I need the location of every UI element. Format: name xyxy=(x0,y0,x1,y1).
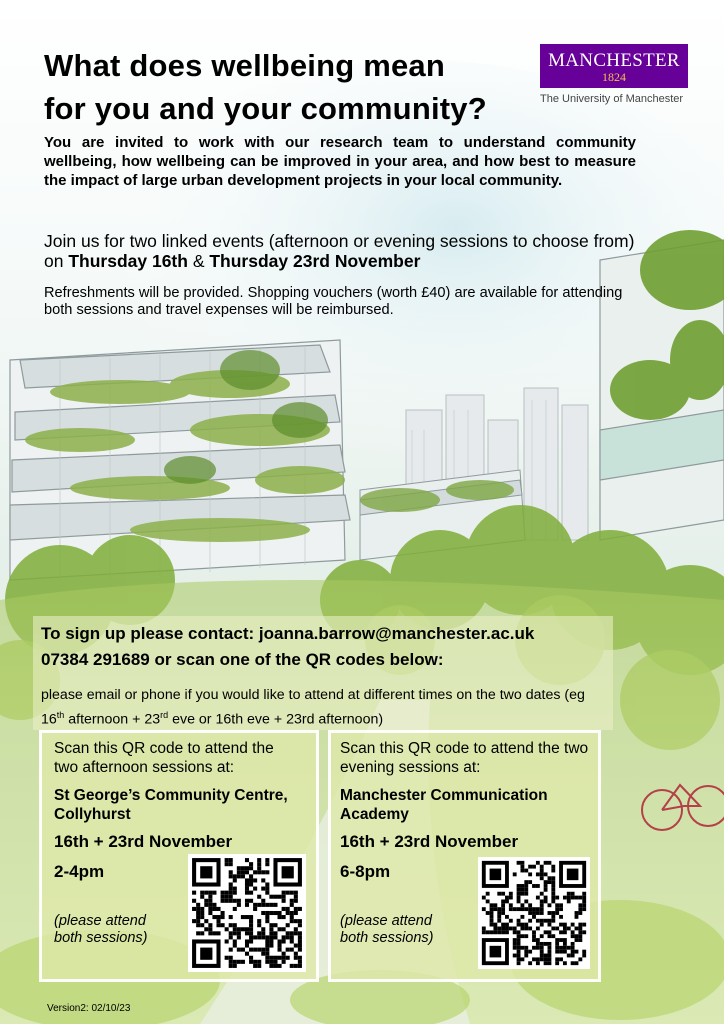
evening-qr-code[interactable] xyxy=(478,857,590,969)
page-title xyxy=(44,44,544,130)
evening-dates: 16th + 23rd November xyxy=(340,832,519,851)
evening-time: 6-8pm xyxy=(340,862,391,881)
signup-note xyxy=(41,685,601,730)
note-part-c: eve or 16th eve + 23rd afternoon) xyxy=(168,711,384,728)
evening-lead: Scan this QR code to attend the two evening sessions at: xyxy=(340,740,589,776)
note-sup-rd: rd xyxy=(160,710,169,720)
logo-year: 1824 xyxy=(602,70,626,84)
note-part-b: afternoon + 23 xyxy=(64,711,161,728)
afternoon-dates: 16th + 23rd November xyxy=(54,832,233,851)
event-date-1: Thursday 16th xyxy=(68,251,188,271)
afternoon-session-card xyxy=(39,730,319,982)
events-paragraph xyxy=(44,231,644,271)
signup-contact: To sign up please contact: joanna.barrow@manchester.ac.uk xyxy=(41,624,535,643)
evening-venue: Manchester Communication Academy xyxy=(340,787,548,823)
note-part-a: please email or phone if you would like to attend at different times on the two dates (eg 16 xyxy=(41,687,585,728)
intro-paragraph: You are invited to work with our research team to understand community wellbeing, how wellbeing can be improved in your area, and how best to measure the impact of large urban development projects in your local community. xyxy=(44,134,636,189)
logo-box xyxy=(540,44,688,88)
events-text: Join us for two linked events (afternoon or evening sessions to choose from) on xyxy=(44,231,635,271)
evening-session-card xyxy=(328,730,601,982)
title-line-1: What does wellbeing mean xyxy=(44,48,445,83)
event-date-2: Thursday 23rd November xyxy=(209,251,421,271)
afternoon-time: 2-4pm xyxy=(54,862,105,881)
afternoon-venue: St George’s Community Centre, Collyhurst xyxy=(54,787,288,823)
refreshments-paragraph: Refreshments will be provided. Shopping vouchers (worth £40) are available for attending both sessions and travel expenses will be reimbursed. xyxy=(44,285,623,318)
signup-phone: 07384 291689 or scan one of the QR codes below: xyxy=(41,650,444,669)
afternoon-qr-code[interactable] xyxy=(188,854,306,972)
title-line-2: for you and your community? xyxy=(44,91,487,126)
afternoon-attend-note: (please attend both sessions) xyxy=(54,913,148,946)
events-joiner: & xyxy=(187,251,210,271)
logo-word: MANCHESTER xyxy=(548,50,680,71)
evening-attend-note: (please attend both sessions) xyxy=(340,913,434,946)
university-logo xyxy=(540,44,688,105)
note-sup-th: th xyxy=(56,710,65,720)
version-label: Version2: 02/10/23 xyxy=(47,1003,131,1014)
afternoon-lead: Scan this QR code to attend the two afternoon sessions at: xyxy=(54,740,274,776)
logo-subtitle: The University of Manchester xyxy=(540,93,684,105)
